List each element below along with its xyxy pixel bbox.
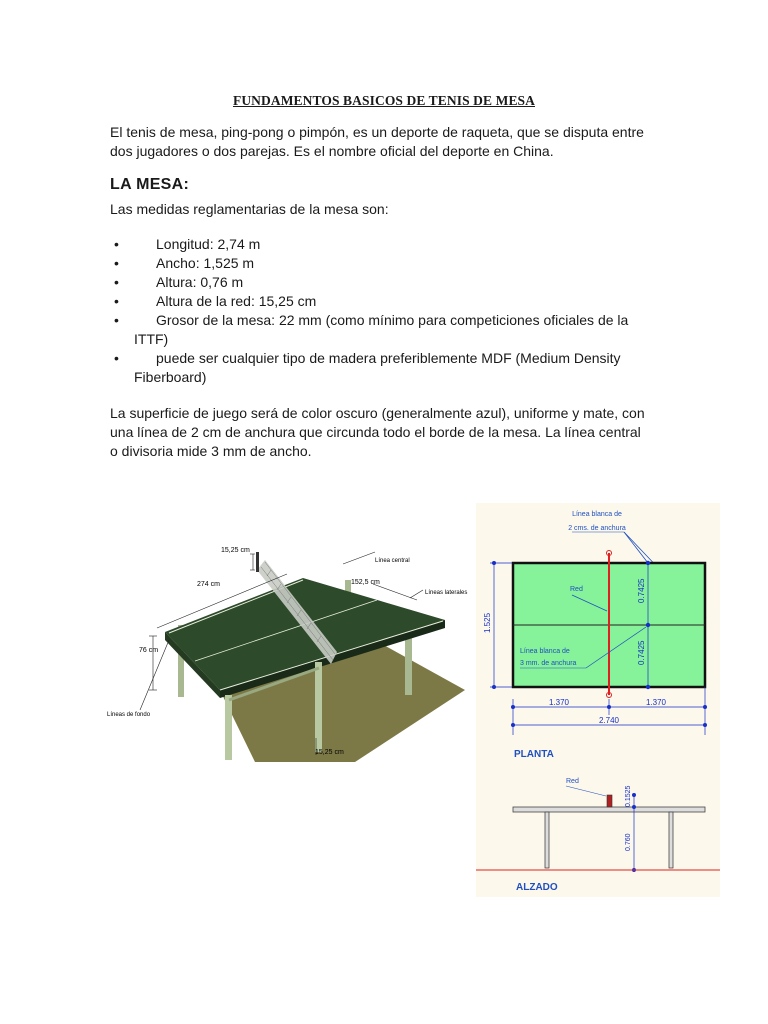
measures-intro: Las medidas reglamentarias de la mesa son: xyxy=(110,201,389,217)
bullet-icon: • xyxy=(114,312,119,328)
label-white-line-3mm: Línea blanca de xyxy=(520,648,570,655)
bullet-icon: • xyxy=(114,293,119,309)
dim-table-height: 0.760 xyxy=(625,833,632,851)
section-heading: LA MESA: xyxy=(110,176,190,193)
label-center-line: Línea central xyxy=(375,558,410,564)
list-item xyxy=(110,292,670,311)
list-item xyxy=(110,254,670,273)
list-item-text: Longitud: 2,74 m xyxy=(156,236,261,252)
label-white-line-2cm: 2 cms. de anchura xyxy=(568,525,626,532)
dim-half-width: 0.7425 xyxy=(637,640,646,665)
label-red: Red xyxy=(570,586,583,593)
list-item xyxy=(110,235,670,254)
surface-paragraph xyxy=(110,404,670,461)
bullet-icon: • xyxy=(114,255,119,271)
list-item-text: Altura de la red: 15,25 cm xyxy=(156,293,317,309)
bullet-icon: • xyxy=(114,236,119,252)
list-item-text: Altura: 0,76 m xyxy=(156,274,244,290)
surface-line: o divisoria mide 3 mm de ancho. xyxy=(110,443,312,459)
table-plan-diagram xyxy=(476,503,720,897)
surface-line: La superficie de juego será de color oscuro (generalmente azul), uniforme y mate, con xyxy=(110,405,645,421)
label-end-lines: Líneas de fondo xyxy=(107,712,151,718)
dim-half-width: 0.7425 xyxy=(637,578,646,603)
list-item-continuation: Fiberboard) xyxy=(134,369,207,385)
dim-table-height: 76 cm xyxy=(139,647,159,654)
dim-length: 274 cm xyxy=(197,581,220,588)
list-item xyxy=(110,273,670,292)
list-item-text: puede ser cualquier tipo de madera preferiblemente MDF (Medium Density xyxy=(156,350,621,366)
label-side-lines: Líneas laterales xyxy=(425,590,468,596)
document-title: FUNDAMENTOS BASICOS DE TENIS DE MESA xyxy=(232,93,536,108)
table-3d-illustration xyxy=(105,540,470,765)
list-item-continuation: ITTF) xyxy=(134,331,169,347)
intro-paragraph xyxy=(110,123,670,161)
net-elevation xyxy=(607,795,612,807)
list-item-text: Grosor de la mesa: 22 mm (como mínimo para competiciones oficiales de la xyxy=(156,312,629,328)
list-item-text: Ancho: 1,525 m xyxy=(156,255,255,271)
table-leg xyxy=(669,812,673,868)
net-post xyxy=(256,552,259,572)
bullet-icon: • xyxy=(114,350,119,366)
label-white-line-3mm: 3 mm. de anchura xyxy=(520,660,577,667)
label-white-line-2cm: Línea blanca de xyxy=(572,511,622,518)
dim-leg-net: 15,25 cm xyxy=(315,749,344,756)
dim-width: 152,5 cm xyxy=(351,579,380,586)
label-alzado: ALZADO xyxy=(516,882,558,893)
list-item xyxy=(110,311,670,349)
dim-width-total: 1.525 xyxy=(483,612,492,633)
dim-half-length: 1.370 xyxy=(645,698,667,707)
table-leg xyxy=(225,695,232,760)
label-planta: PLANTA xyxy=(514,749,554,760)
dim-net-height: 15,25 cm xyxy=(221,547,250,554)
dim-net-height: 0.1525 xyxy=(625,785,632,807)
intro-line: El tenis de mesa, ping-pong o pimpón, es un deporte de raqueta, que se disputa entre xyxy=(110,124,644,140)
dim-length-total: 2.740 xyxy=(598,716,620,725)
bullet-icon: • xyxy=(114,274,119,290)
list-item xyxy=(110,349,670,387)
table-leg xyxy=(545,812,549,868)
dim-half-length: 1.370 xyxy=(548,698,570,707)
surface-line: una línea de 2 cm de anchura que circunda todo el borde de la mesa. La línea central xyxy=(110,424,641,440)
table-elevation-top xyxy=(513,807,705,812)
intro-line: dos jugadores o dos parejas. Es el nombre oficial del deporte en China. xyxy=(110,143,554,159)
label-red-elevation: Red xyxy=(566,778,579,785)
measures-list xyxy=(110,235,670,387)
